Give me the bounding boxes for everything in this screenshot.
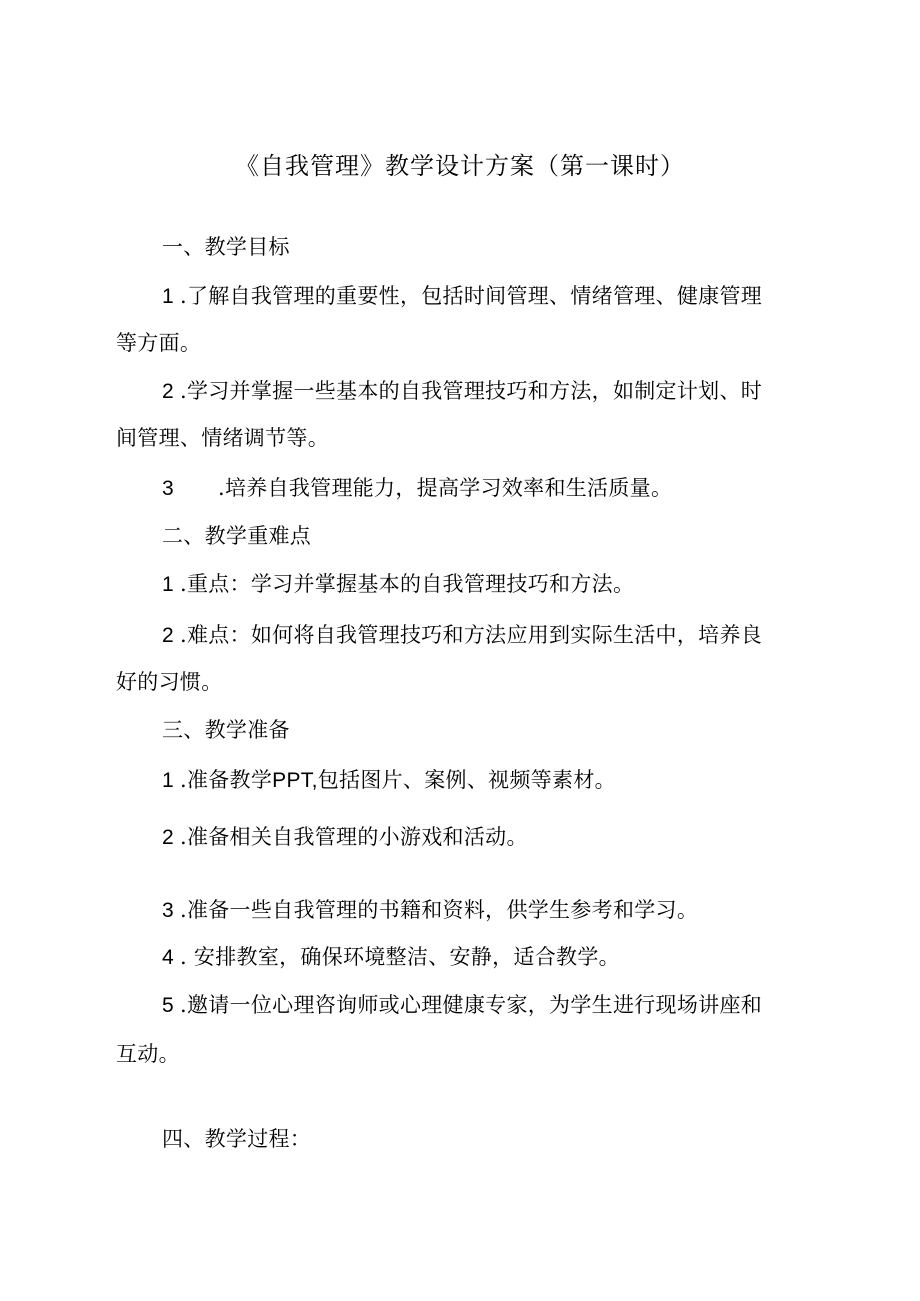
item-text: .重点：学习并掌握基本的自我管理技巧和方法。 [179, 572, 635, 596]
item-text-a: .准备教学 [179, 768, 273, 792]
item-text: .准备一些自我管理的书籍和资料，供学生参考和学习。 [179, 898, 699, 922]
item-number: 3 [162, 899, 174, 922]
item-number: 1 [162, 769, 174, 792]
item-text: .难点：如何将自我管理技巧和方法应用到实际生活中，培养良 [179, 623, 763, 647]
item-number: 1 [162, 285, 174, 308]
objective-item-3 [162, 473, 672, 504]
section-heading-objectives: 一、教学目标 [162, 235, 290, 259]
item-text-c: 包括图片、案例、视频等素材。 [317, 768, 616, 792]
preparation-item-4 [162, 942, 620, 973]
item-text: . 安排教室，确保环境整洁、安静，适合教学。 [179, 945, 620, 969]
item-text: .邀请一位心理咨询师或心理健康专家，为学生进行现场讲座和 [179, 993, 763, 1017]
preparation-item-5-cont: 互动。 [116, 1042, 180, 1066]
objective-item-1-cont: 等方面。 [116, 331, 202, 355]
document-title: 《自我管理》教学设计方案（第一课时） [235, 152, 685, 180]
item-text-ppt: PPT, [272, 769, 318, 792]
objective-item-2-cont: 间管理、情绪调节等。 [116, 426, 329, 450]
item-number: 5 [162, 994, 174, 1017]
preparation-item-1 [162, 765, 616, 796]
section-heading-process: 四、教学过程： [162, 1127, 312, 1151]
key-point-item-2 [162, 620, 762, 651]
item-number: 1 [162, 573, 174, 596]
item-text: .培养自我管理能力，提高学习效率和生活质量。 [217, 476, 673, 500]
objective-item-2 [162, 376, 762, 407]
preparation-item-5 [162, 990, 762, 1021]
preparation-item-3 [162, 895, 698, 926]
key-point-item-2-cont: 好的习惯。 [116, 670, 223, 694]
item-number: 2 [162, 826, 174, 849]
section-heading-preparation: 三、教学准备 [162, 718, 290, 742]
item-number: 2 [162, 380, 174, 403]
preparation-item-2 [162, 822, 528, 853]
item-number: 4 [162, 946, 174, 969]
item-text: .了解自我管理的重要性，包括时间管理、情绪管理、健康管理 [179, 284, 763, 308]
item-text: .学习并掌握一些基本的自我管理技巧和方法，如制定计划、时 [179, 379, 763, 403]
key-point-item-1 [162, 569, 634, 600]
item-number: 3 [162, 477, 174, 500]
objective-item-1 [162, 281, 762, 312]
section-heading-key-points: 二、教学重难点 [162, 524, 312, 548]
item-text: .准备相关自我管理的小游戏和活动。 [179, 825, 528, 849]
item-number: 2 [162, 624, 174, 647]
